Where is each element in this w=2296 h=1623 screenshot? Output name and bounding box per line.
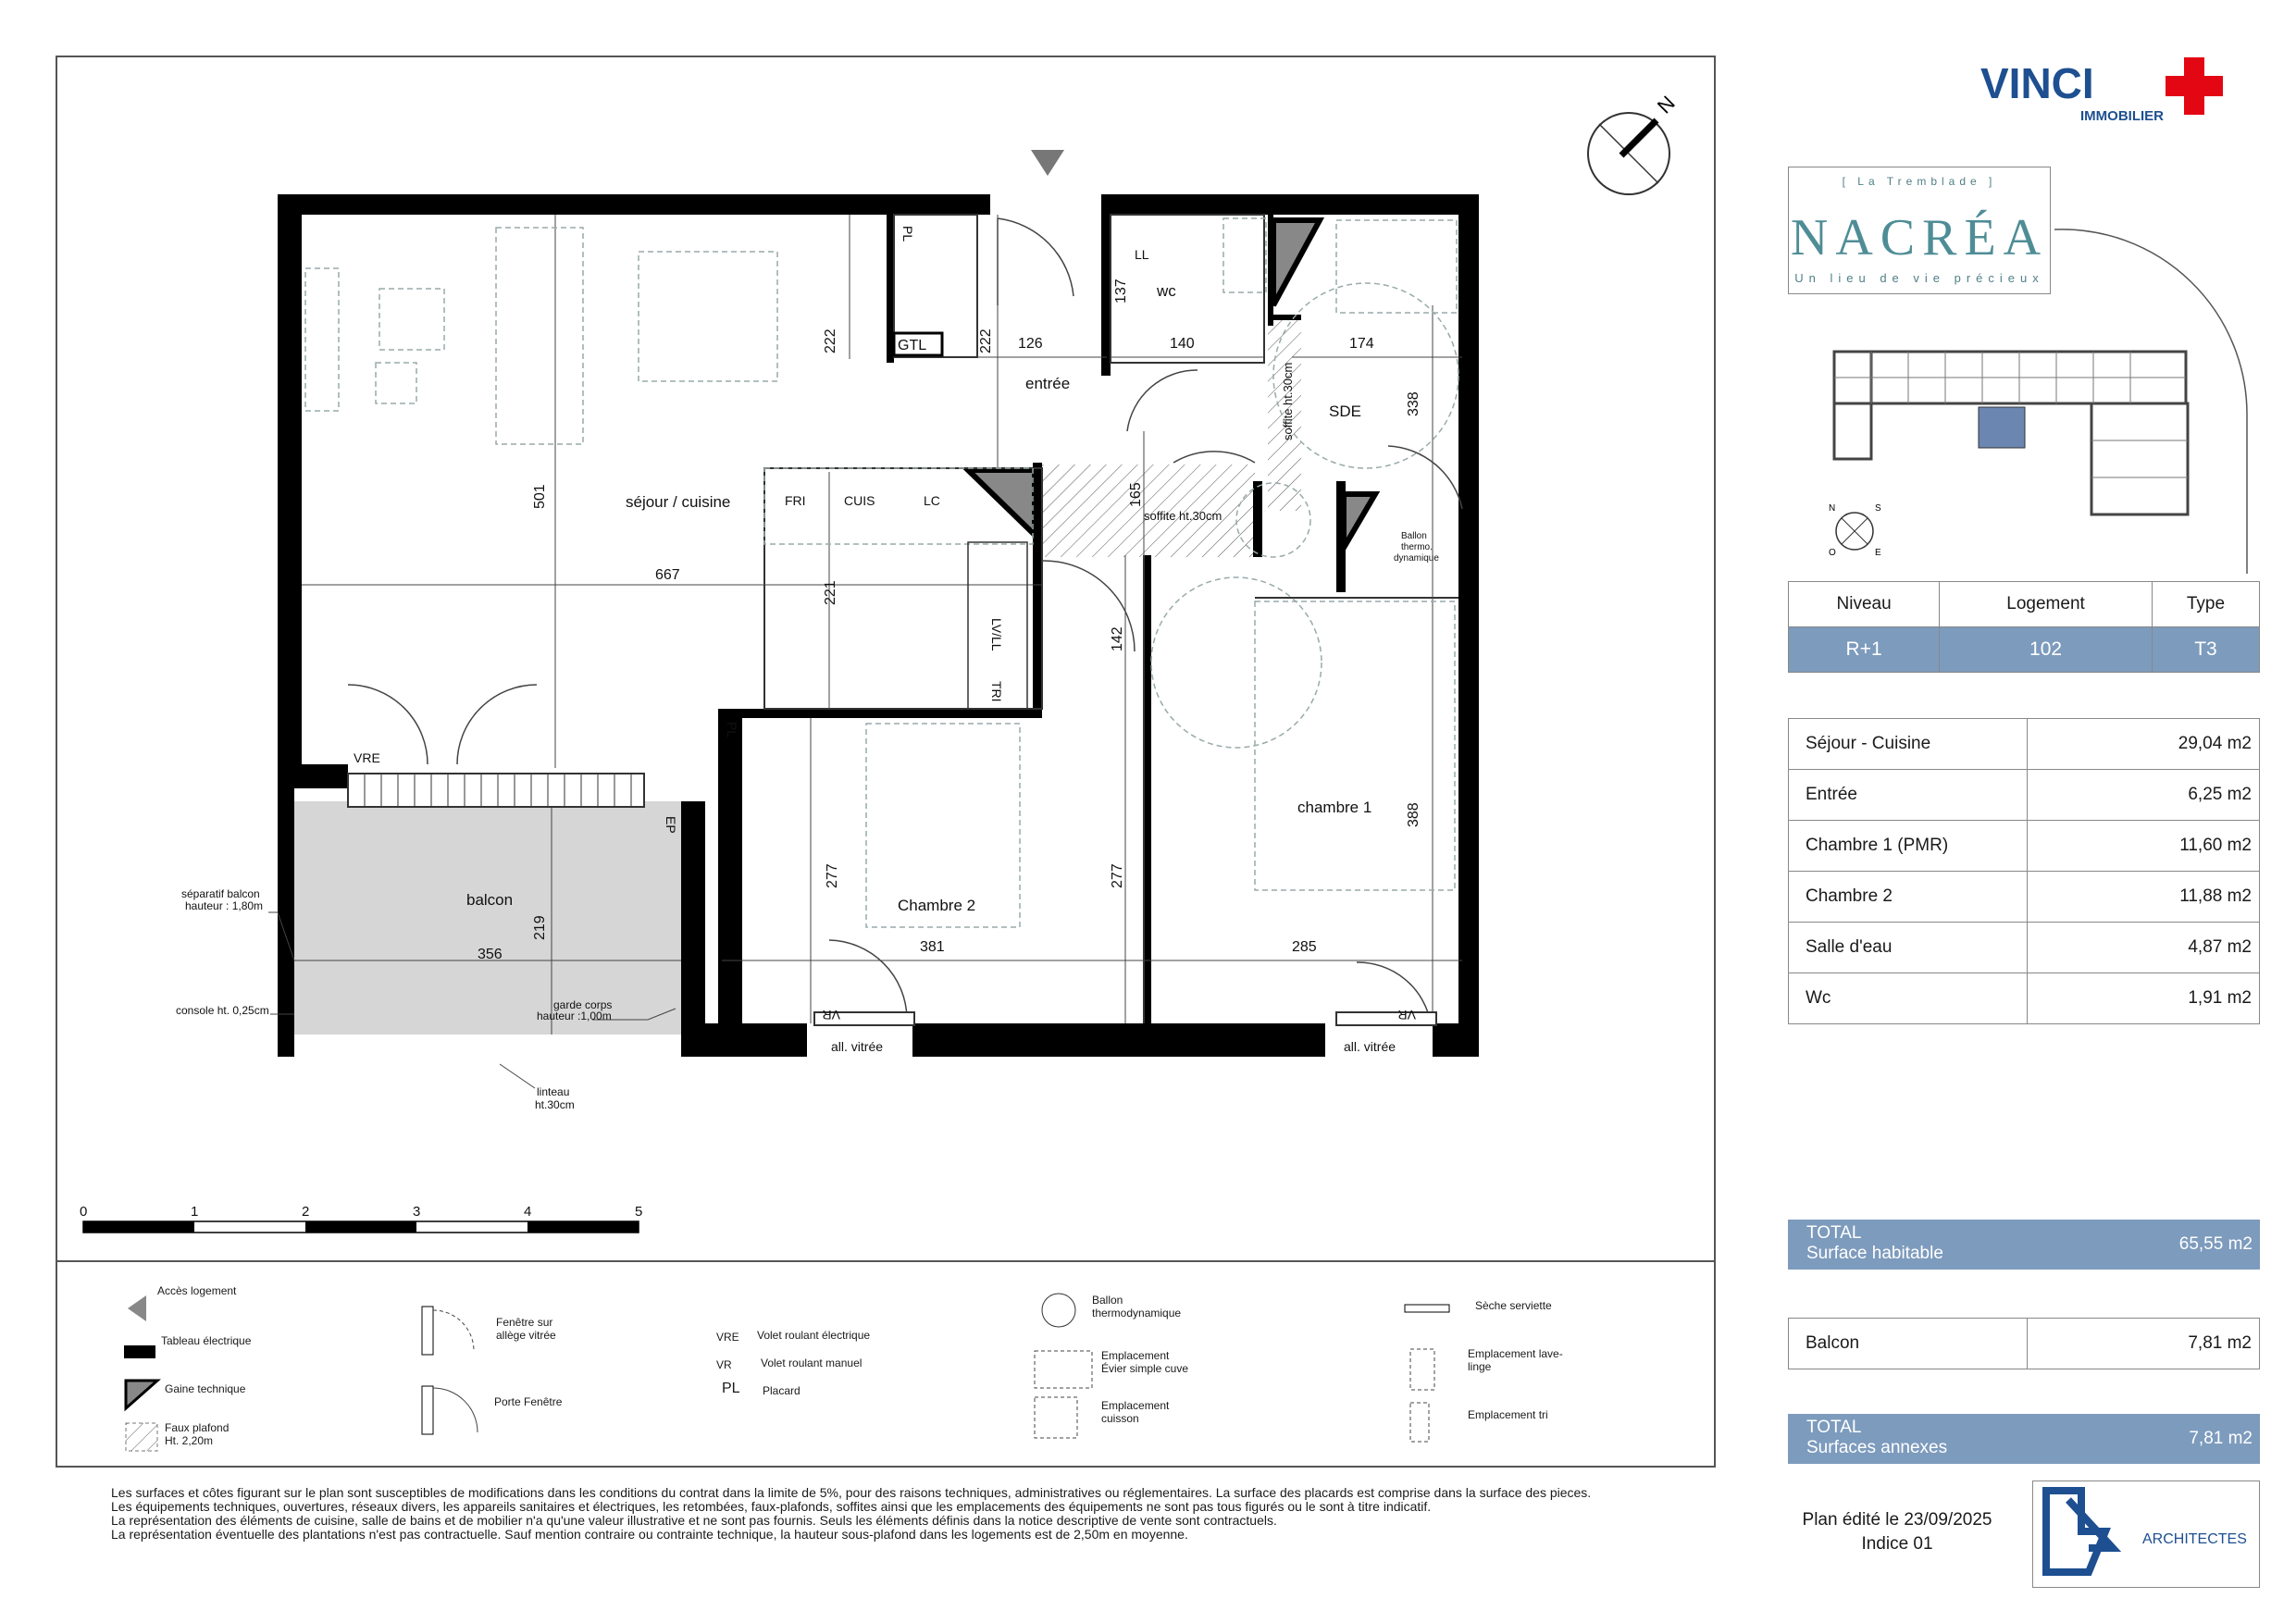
annot-linteau-2: ht.30cm (535, 1098, 575, 1111)
label-vre: VRE (354, 750, 380, 765)
label-gtl: GTL (898, 338, 927, 353)
total-annexes (1788, 1414, 2260, 1464)
table-row (1789, 923, 2260, 973)
dim-381: 381 (920, 939, 945, 955)
dim-219: 219 (532, 915, 548, 940)
svg-text:VINCI: VINCI (1980, 59, 2094, 107)
table-row (1789, 719, 2260, 770)
label-ballon-1: Ballon (1401, 531, 1427, 541)
dim-142: 142 (1110, 626, 1125, 651)
dim-277-b: 277 (1110, 863, 1125, 888)
scale-bar (83, 1221, 639, 1233)
dim-174: 174 (1349, 336, 1374, 352)
balcony-area (294, 801, 681, 1035)
legend-ballon-icon (1042, 1294, 1075, 1327)
gaine-technique-3 (1344, 494, 1375, 548)
legend-fenetre-2: allège vitrée (496, 1329, 556, 1342)
minimap-compass-o: O (1829, 548, 1836, 558)
svg-text:IMMOBILIER: IMMOBILIER (2080, 108, 2164, 124)
total-annexes-label-1: TOTAL (1806, 1418, 1862, 1437)
project-subtitle: Un lieu de vie précieux (1794, 271, 2044, 285)
legend-tableau-icon (124, 1345, 155, 1358)
scale-4: 4 (524, 1204, 532, 1220)
room-area: 29,04 m2 (2028, 719, 2260, 770)
minimap-compass-e: E (1875, 548, 1881, 558)
dim-388: 388 (1406, 802, 1421, 827)
annot-garde-1: garde corps (553, 998, 613, 1011)
total-annexes-label-2: Surfaces annexes (1806, 1438, 1948, 1457)
legend-tri-icon (1410, 1403, 1429, 1442)
legend-cuisson-icon (1035, 1397, 1077, 1438)
scale-3: 3 (413, 1204, 421, 1220)
edition-info (1777, 1508, 2017, 1556)
legend-faux-2: Ht. 2,20m (165, 1434, 214, 1447)
annot-console: console ht. 0,25cm (176, 1004, 269, 1017)
table-row (1789, 973, 2260, 1024)
scale-1: 1 (191, 1204, 199, 1220)
room-label-sde: SDE (1329, 403, 1361, 420)
label-ballon-2: thermo. (1401, 542, 1433, 552)
label-vitree-1: all. vitrée (831, 1039, 884, 1054)
value-type: T3 (2152, 627, 2259, 673)
legend-ballon-2: thermodynamique (1092, 1307, 1182, 1319)
total-habitable-value: 65,55 m2 (2178, 1234, 2253, 1254)
label-pl-1: PL (900, 226, 915, 242)
table-row (1789, 770, 2260, 821)
dim-501: 501 (532, 484, 548, 509)
legend-seche-icon (1405, 1305, 1449, 1312)
edition-date: Plan édité le 23/09/2025 (1802, 1510, 1992, 1530)
header-niveau: Niveau (1789, 582, 1940, 627)
label-vr-1: VR (822, 1008, 840, 1022)
value-logement: 102 (1940, 627, 2153, 673)
legend-ballon-1: Ballon (1092, 1294, 1123, 1307)
total-habitable-label-2: Surface habitable (1806, 1244, 1943, 1263)
annot-separatif-1: séparatif balcon (181, 887, 260, 900)
legend-lave-icon (1410, 1349, 1434, 1390)
minimap-highlight-unit (1979, 407, 2025, 448)
dim-222-b: 222 (978, 328, 994, 353)
legend-tableau: Tableau électrique (161, 1334, 252, 1347)
room-label-sejour: séjour / cuisine (626, 493, 731, 511)
annot-garde-2: hauteur :1,00m (537, 1010, 612, 1022)
room-area: 6,25 m2 (2028, 770, 2260, 821)
label-lc: LC (924, 493, 940, 508)
room-name: Entrée (1789, 770, 2028, 821)
legend-lave-1: Emplacement lave- (1468, 1347, 1563, 1360)
label-tri: TRI (989, 681, 1004, 702)
compass (1588, 113, 1669, 194)
dim-165: 165 (1128, 482, 1144, 507)
room-label-entree: entrée (1025, 375, 1071, 392)
dim-140: 140 (1170, 336, 1195, 352)
dim-222-a: 222 (823, 328, 838, 353)
label-ep: EP (664, 816, 678, 834)
room-name: Wc (1789, 973, 2028, 1024)
label-ll: LL (1135, 247, 1149, 262)
legend-seche: Sèche serviette (1475, 1299, 1552, 1312)
legend-pl-key: PL (722, 1381, 740, 1396)
value-niveau: R+1 (1789, 627, 1940, 673)
legend-acces: Accès logement (157, 1284, 237, 1297)
architect-name: ARCHITECTES (2142, 1531, 2247, 1547)
label-lvll: LV/LL (989, 618, 1004, 651)
legend-porte: Porte Fenêtre (494, 1395, 563, 1408)
legend-cuisson-2: cuisson (1101, 1412, 1139, 1425)
label-ballon-3: dynamique (1394, 553, 1439, 564)
edition-indice: Indice 01 (1861, 1534, 1933, 1554)
annot-separatif-2: hauteur : 1,80m (185, 899, 264, 912)
legend-vr-value: Volet roulant manuel (761, 1357, 863, 1369)
legend-evier-2: Évier simple cuve (1101, 1362, 1189, 1375)
room-area: 11,60 m2 (2028, 821, 2260, 872)
dim-667: 667 (655, 567, 680, 583)
legend-evier-icon (1035, 1351, 1092, 1388)
surfaces-table (1788, 718, 2260, 1024)
disclaimer-line: Les surfaces et côtes figurant sur le plan sont susceptibles de modifications dans les conditions du contrat dans la limite de 5%, pour des raisons techniques, administratives ou réglementaires. La surface des placards est comprise dans la surface des pieces. (111, 1485, 1592, 1500)
room-name: Chambre 1 (PMR) (1789, 821, 2028, 872)
label-fri: FRI (785, 493, 806, 508)
legend-evier-1: Emplacement (1101, 1349, 1170, 1362)
room-area: 11,88 m2 (2028, 872, 2260, 923)
minimap-compass-n: N (1829, 503, 1836, 514)
balcon-area: 7,81 m2 (2028, 1319, 2260, 1369)
project-title: NACRÉA (1790, 209, 2049, 266)
access-triangle (1031, 150, 1064, 176)
dim-126: 126 (1018, 336, 1043, 352)
total-habitable (1788, 1220, 2260, 1270)
legend-lave-2: linge (1468, 1360, 1492, 1373)
room-name: Séjour - Cuisine (1789, 719, 2028, 770)
dim-285: 285 (1292, 939, 1317, 955)
dim-137: 137 (1113, 279, 1129, 304)
unit-info-table (1788, 581, 2260, 673)
room-label-chambre2: Chambre 2 (898, 897, 976, 914)
room-name: Chambre 2 (1789, 872, 2028, 923)
room-area: 1,91 m2 (2028, 973, 2260, 1024)
disclaimer-line: La représentation éventuelle des plantations n'est pas contractuelle. Sauf mention contraire ou contrainte technique, la hauteur sous-plafond dans les logements est de 2,50m en moyenne. (111, 1527, 1188, 1542)
legend-faux-icon (126, 1423, 157, 1451)
legend-gaine: Gaine technique (165, 1382, 246, 1395)
dim-338: 338 (1406, 391, 1421, 416)
dim-356: 356 (478, 947, 503, 962)
minimap-compass-s: S (1875, 503, 1881, 514)
legend-faux-1: Faux plafond (165, 1421, 230, 1434)
site-minimap (1814, 222, 2267, 574)
legend-cuisson-1: Emplacement (1101, 1399, 1170, 1412)
legend-fenetre-1: Fenêtre sur (496, 1316, 553, 1329)
room-area: 4,87 m2 (2028, 923, 2260, 973)
header-logement: Logement (1940, 582, 2153, 627)
room-label-wc: wc (1157, 282, 1176, 300)
compass-n: N (1652, 91, 1680, 118)
scale-5: 5 (635, 1204, 643, 1220)
legend-pl-value: Placard (763, 1384, 800, 1397)
total-habitable-label-1: TOTAL (1806, 1223, 1862, 1243)
label-cuis: CUIS (844, 493, 875, 508)
balcon-name: Balcon (1789, 1319, 2028, 1369)
label-soffite-1: soffite ht.30cm (1144, 509, 1222, 523)
label-vitree-2: all. vitrée (1344, 1039, 1396, 1054)
table-row (1789, 821, 2260, 872)
disclaimer-line: Les équipements techniques, ouvertures, réseaux divers, les appareils sanitaires et électriques, les retombées, faux-plafonds, soffites ainsi que les emplacements des équipements ne sont pas tous figurés ou le sont à titre indicatif. (111, 1499, 1432, 1514)
legend-fenetre-icon (422, 1307, 433, 1355)
room-label-chambre1: chambre 1 (1297, 799, 1372, 816)
gaine-technique (968, 470, 1035, 535)
architect-logo (2032, 1481, 2260, 1588)
header-type: Type (2152, 582, 2259, 627)
annot-linteau-1: linteau (537, 1085, 570, 1098)
scale-2: 2 (302, 1204, 310, 1220)
balcon-table (1788, 1318, 2260, 1369)
legend-gaine-icon (126, 1381, 157, 1408)
legend-vr-key: VR (716, 1358, 732, 1371)
dim-277-a: 277 (825, 863, 840, 888)
dim-221: 221 (823, 580, 838, 605)
room-label-balcon: balcon (466, 891, 514, 909)
legend-porte-icon (422, 1386, 433, 1434)
legend-vre-value: Volet roulant électrique (757, 1329, 871, 1342)
legend-vre-key: VRE (716, 1331, 739, 1344)
gaine-technique-2 (1273, 220, 1320, 305)
disclaimer (111, 1486, 1684, 1542)
label-pl-2: PL (725, 722, 739, 738)
total-annexes-value: 7,81 m2 (2189, 1429, 2253, 1448)
room-name: Salle d'eau (1789, 923, 2028, 973)
label-soffite-2: soffite ht.30cm (1281, 362, 1295, 440)
legend-acces-icon (128, 1295, 146, 1321)
project-location: [ La Tremblade ] (1842, 175, 1997, 188)
table-row (1789, 872, 2260, 923)
disclaimer-line: La représentation des éléments de cuisine, salle de bains et de mobilier n'a qu'une valeur illustrative et ne sont pas fournis. Seuls les éléments définis dans la notice descriptive de vente sont contractuels. (111, 1513, 1277, 1528)
label-vr-2: VR (1397, 1008, 1416, 1022)
table-row (1789, 1319, 2260, 1369)
vinci-logo (1980, 52, 2258, 126)
scale-0: 0 (80, 1204, 88, 1220)
legend-tri: Emplacement tri (1468, 1408, 1548, 1421)
